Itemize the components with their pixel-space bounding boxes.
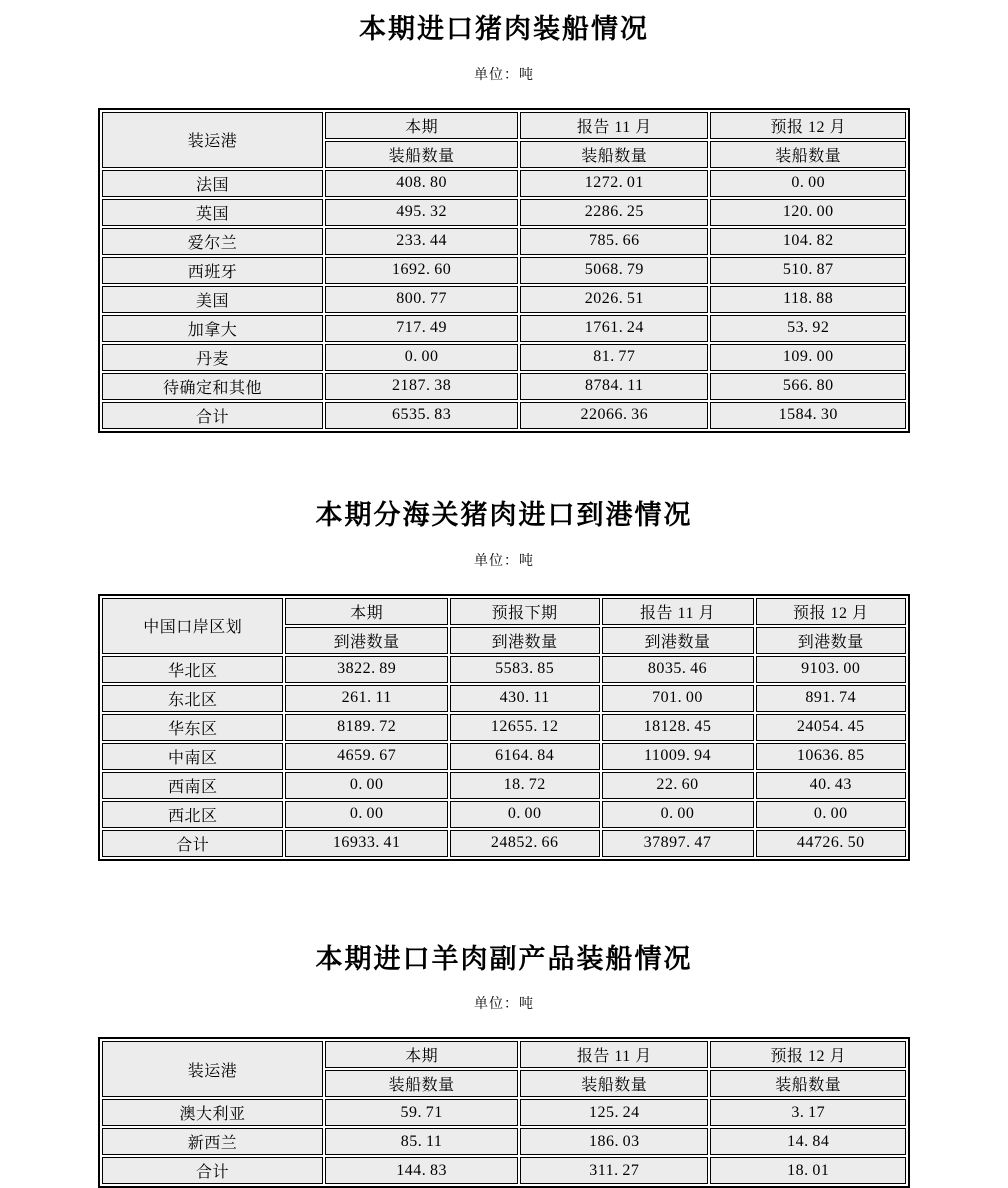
value-cell: 5068. 79 — [520, 257, 708, 284]
value-cell: 1584. 30 — [710, 402, 906, 429]
report-page — [98, 0, 910, 1188]
table-row — [102, 743, 906, 770]
value-cell: 5583. 85 — [450, 656, 600, 683]
value-cell: 0. 00 — [450, 801, 600, 828]
header-row-period — [102, 1041, 906, 1068]
row-label-cell: 华东区 — [102, 714, 283, 741]
value-cell: 891. 74 — [756, 685, 906, 712]
value-cell: 109. 00 — [710, 344, 906, 371]
row-label-cell: 爱尔兰 — [102, 228, 323, 255]
value-cell: 118. 88 — [710, 286, 906, 313]
period-header-cell: 预报 12 月 — [710, 112, 906, 139]
value-cell: 0. 00 — [285, 801, 447, 828]
row-label-cell: 待确定和其他 — [102, 373, 323, 400]
value-cell: 495. 32 — [325, 199, 518, 226]
value-cell: 12655. 12 — [450, 714, 600, 741]
pork-shipment-table — [98, 108, 910, 433]
value-cell: 22. 60 — [602, 772, 754, 799]
measure-header-cell: 装船数量 — [520, 1070, 708, 1097]
value-cell: 3. 17 — [710, 1099, 906, 1126]
period-header-cell: 本期 — [325, 1041, 518, 1068]
corner-header-cell: 中国口岸区划 — [102, 598, 283, 654]
value-cell: 22066. 36 — [520, 402, 708, 429]
value-cell: 1692. 60 — [325, 257, 518, 284]
value-cell: 2026. 51 — [520, 286, 708, 313]
value-cell: 0. 00 — [756, 801, 906, 828]
period-header-cell: 预报下期 — [450, 598, 600, 625]
row-label-cell: 西南区 — [102, 772, 283, 799]
table-row — [102, 199, 906, 226]
table-title-pork-arrival: 本期分海关猪肉进口到港情况 — [98, 499, 910, 533]
measure-header-cell: 装船数量 — [710, 1070, 906, 1097]
row-label-cell: 西班牙 — [102, 257, 323, 284]
table-row — [102, 1157, 906, 1184]
value-cell: 233. 44 — [325, 228, 518, 255]
value-cell: 18. 01 — [710, 1157, 906, 1184]
section-mutton-byproduct-shipment — [98, 861, 910, 1188]
row-label-cell: 新西兰 — [102, 1128, 323, 1155]
header-row-period — [102, 112, 906, 139]
table-row — [102, 170, 906, 197]
table-title-mutton-byproduct: 本期进口羊肉副产品装船情况 — [98, 943, 910, 977]
value-cell: 6535. 83 — [325, 402, 518, 429]
table-row — [102, 286, 906, 313]
table-title-pork-shipment: 本期进口猪肉装船情况 — [98, 13, 910, 47]
value-cell: 0. 00 — [710, 170, 906, 197]
table-row — [102, 257, 906, 284]
value-cell: 4659. 67 — [285, 743, 447, 770]
table-row — [102, 228, 906, 255]
value-cell: 14. 84 — [710, 1128, 906, 1155]
unit-label: 单位：吨 — [98, 993, 910, 1013]
period-header-cell: 报告 11 月 — [520, 112, 708, 139]
value-cell: 186. 03 — [520, 1128, 708, 1155]
value-cell: 1272. 01 — [520, 170, 708, 197]
row-label-cell: 美国 — [102, 286, 323, 313]
period-header-cell: 本期 — [285, 598, 447, 625]
value-cell: 717. 49 — [325, 315, 518, 342]
measure-header-cell: 装船数量 — [325, 1070, 518, 1097]
unit-label: 单位：吨 — [98, 64, 910, 84]
value-cell: 8189. 72 — [285, 714, 447, 741]
table-row — [102, 315, 906, 342]
corner-header-cell: 装运港 — [102, 112, 323, 168]
value-cell: 8784. 11 — [520, 373, 708, 400]
table-row — [102, 373, 906, 400]
value-cell: 125. 24 — [520, 1099, 708, 1126]
value-cell: 37897. 47 — [602, 830, 754, 857]
table-row — [102, 1128, 906, 1155]
value-cell: 40. 43 — [756, 772, 906, 799]
value-cell: 144. 83 — [325, 1157, 518, 1184]
corner-header-cell: 装运港 — [102, 1041, 323, 1097]
value-cell: 408. 80 — [325, 170, 518, 197]
row-label-cell: 合计 — [102, 1157, 323, 1184]
value-cell: 24054. 45 — [756, 714, 906, 741]
measure-header-cell: 装船数量 — [325, 141, 518, 168]
value-cell: 59. 71 — [325, 1099, 518, 1126]
measure-header-cell: 到港数量 — [756, 627, 906, 654]
value-cell: 24852. 66 — [450, 830, 600, 857]
value-cell: 6164. 84 — [450, 743, 600, 770]
value-cell: 18128. 45 — [602, 714, 754, 741]
value-cell: 10636. 85 — [756, 743, 906, 770]
row-label-cell: 澳大利亚 — [102, 1099, 323, 1126]
table-row — [102, 772, 906, 799]
table-row — [102, 344, 906, 371]
header-row-period — [102, 598, 906, 625]
value-cell: 3822. 89 — [285, 656, 447, 683]
value-cell: 1761. 24 — [520, 315, 708, 342]
table-row — [102, 402, 906, 429]
value-cell: 785. 66 — [520, 228, 708, 255]
period-header-cell: 预报 12 月 — [710, 1041, 906, 1068]
measure-header-cell: 到港数量 — [450, 627, 600, 654]
row-label-cell: 法国 — [102, 170, 323, 197]
row-label-cell: 英国 — [102, 199, 323, 226]
value-cell: 2286. 25 — [520, 199, 708, 226]
row-label-cell: 合计 — [102, 830, 283, 857]
value-cell: 0. 00 — [285, 772, 447, 799]
row-label-cell: 华北区 — [102, 656, 283, 683]
value-cell: 85. 11 — [325, 1128, 518, 1155]
row-label-cell: 丹麦 — [102, 344, 323, 371]
section-pork-arrival — [98, 433, 910, 861]
table-row — [102, 1099, 906, 1126]
row-label-cell: 加拿大 — [102, 315, 323, 342]
value-cell: 261. 11 — [285, 685, 447, 712]
value-cell: 81. 77 — [520, 344, 708, 371]
value-cell: 11009. 94 — [602, 743, 754, 770]
row-label-cell: 合计 — [102, 402, 323, 429]
row-label-cell: 西北区 — [102, 801, 283, 828]
value-cell: 8035. 46 — [602, 656, 754, 683]
period-header-cell: 本期 — [325, 112, 518, 139]
value-cell: 104. 82 — [710, 228, 906, 255]
measure-header-cell: 到港数量 — [602, 627, 754, 654]
value-cell: 120. 00 — [710, 199, 906, 226]
measure-header-cell: 到港数量 — [285, 627, 447, 654]
mutton-byproduct-shipment-table — [98, 1037, 910, 1188]
value-cell: 53. 92 — [710, 315, 906, 342]
row-label-cell: 东北区 — [102, 685, 283, 712]
unit-label: 单位：吨 — [98, 550, 910, 570]
value-cell: 311. 27 — [520, 1157, 708, 1184]
value-cell: 701. 00 — [602, 685, 754, 712]
value-cell: 800. 77 — [325, 286, 518, 313]
table-row — [102, 830, 906, 857]
table-row — [102, 801, 906, 828]
value-cell: 566. 80 — [710, 373, 906, 400]
pork-arrival-table — [98, 594, 910, 861]
value-cell: 16933. 41 — [285, 830, 447, 857]
value-cell: 9103. 00 — [756, 656, 906, 683]
value-cell: 18. 72 — [450, 772, 600, 799]
value-cell: 430. 11 — [450, 685, 600, 712]
value-cell: 0. 00 — [325, 344, 518, 371]
table-row — [102, 685, 906, 712]
table-row — [102, 714, 906, 741]
table-row — [102, 656, 906, 683]
value-cell: 510. 87 — [710, 257, 906, 284]
value-cell: 44726. 50 — [756, 830, 906, 857]
period-header-cell: 报告 11 月 — [602, 598, 754, 625]
row-label-cell: 中南区 — [102, 743, 283, 770]
value-cell: 2187. 38 — [325, 373, 518, 400]
section-pork-shipment — [98, 0, 910, 433]
period-header-cell: 报告 11 月 — [520, 1041, 708, 1068]
value-cell: 0. 00 — [602, 801, 754, 828]
measure-header-cell: 装船数量 — [710, 141, 906, 168]
measure-header-cell: 装船数量 — [520, 141, 708, 168]
period-header-cell: 预报 12 月 — [756, 598, 906, 625]
